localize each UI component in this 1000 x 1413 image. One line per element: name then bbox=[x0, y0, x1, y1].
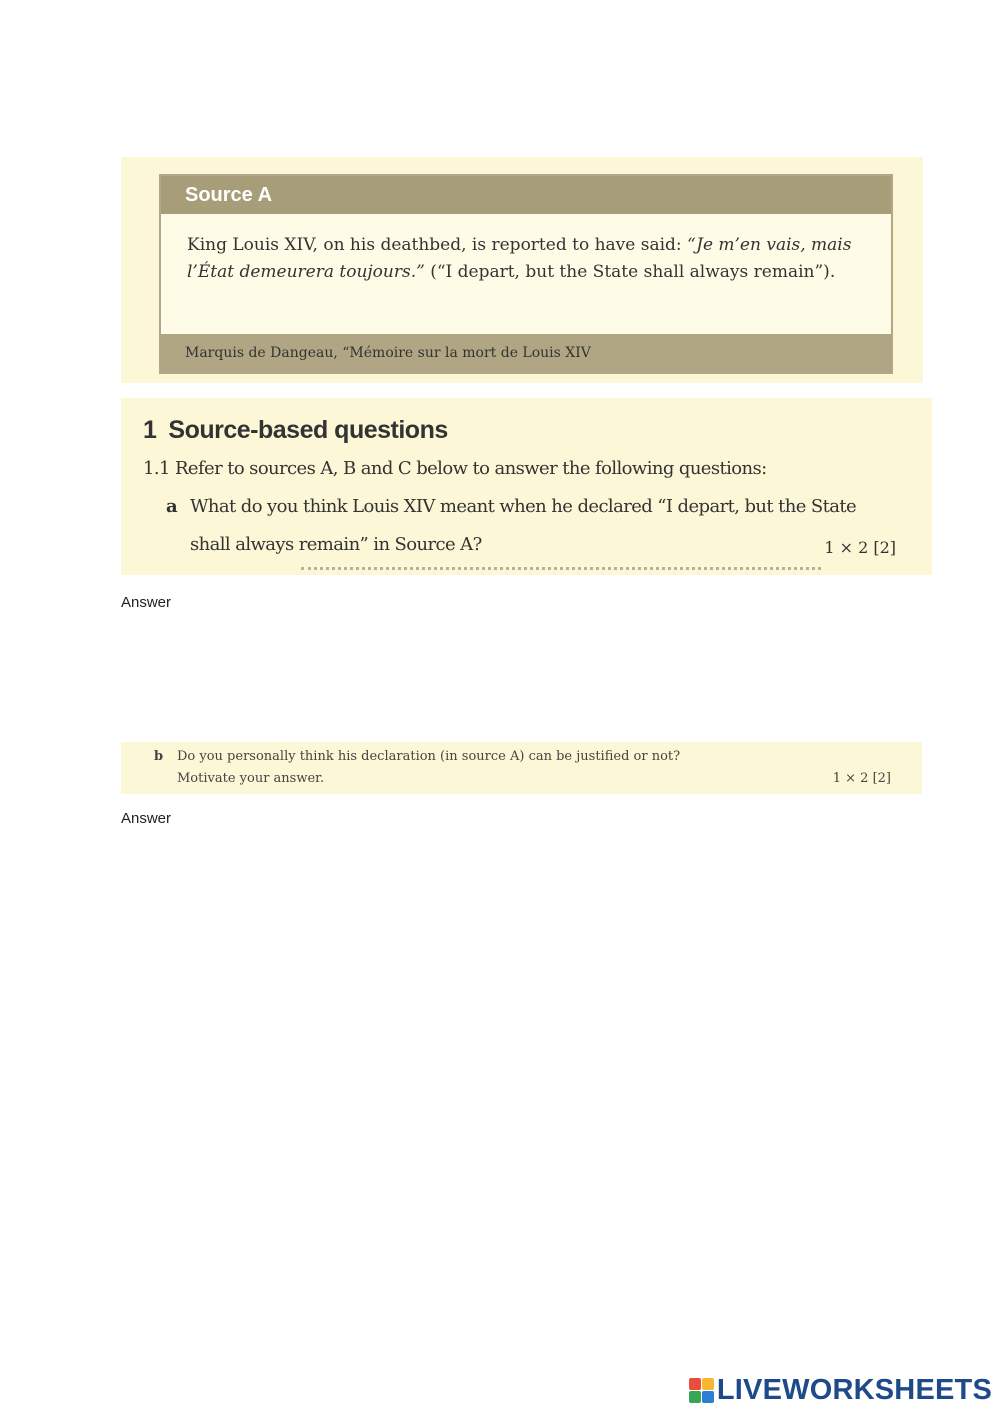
liveworksheets-logo bbox=[689, 1375, 992, 1405]
question-b-marks: 1 × 2 [2] bbox=[832, 771, 891, 786]
logo-square-red bbox=[689, 1378, 701, 1390]
source-a-box bbox=[159, 174, 893, 374]
question-b-line-2: Motivate your answer. bbox=[177, 771, 325, 786]
source-a-panel bbox=[121, 157, 923, 383]
question-b-line-1: Do you personally think his declaration (in source A) can be justified or not? bbox=[177, 749, 681, 764]
questions-panel bbox=[121, 398, 932, 575]
answer-label-b: Answer bbox=[121, 810, 172, 827]
questions-intro: 1.1 Refer to sources A, B and C below to answer the following questions: bbox=[143, 458, 767, 479]
logo-icon bbox=[689, 1378, 714, 1403]
source-a-attribution: Marquis de Dangeau, “Mémoire sur la mort de Louis XIV bbox=[161, 334, 891, 372]
source-a-text-intro: King Louis XIV, on his deathbed, is reported to have said: bbox=[187, 235, 688, 255]
logo-text: LIVEWORKSHEETS bbox=[716, 1373, 992, 1406]
question-b-label: b bbox=[154, 749, 164, 764]
answer-label-a: Answer bbox=[121, 594, 172, 611]
source-a-text bbox=[161, 214, 891, 339]
question-a-label: a bbox=[166, 496, 178, 517]
question-a-marks: 1 × 2 [2] bbox=[824, 538, 896, 557]
cut-off-text-line bbox=[301, 567, 821, 575]
question-a-line-1: What do you think Louis XIV meant when he declared “I depart, but the State bbox=[190, 496, 857, 517]
source-a-heading: Source A bbox=[161, 176, 891, 214]
source-a-translation: (“I depart, but the State shall always remain”). bbox=[424, 262, 836, 282]
source-a-french-quote: “Je m’en vais, mais l’État demeurera toujours.” bbox=[187, 235, 852, 282]
section-number: 1 bbox=[143, 416, 157, 444]
question-a-line-2: shall always remain” in Source A? bbox=[190, 534, 482, 555]
section-title-text: Source-based questions bbox=[168, 416, 448, 444]
section-title bbox=[143, 416, 448, 445]
logo-square-yellow bbox=[702, 1378, 714, 1390]
logo-square-green bbox=[689, 1391, 701, 1403]
logo-square-blue bbox=[702, 1391, 714, 1403]
question-b-panel bbox=[121, 742, 922, 794]
